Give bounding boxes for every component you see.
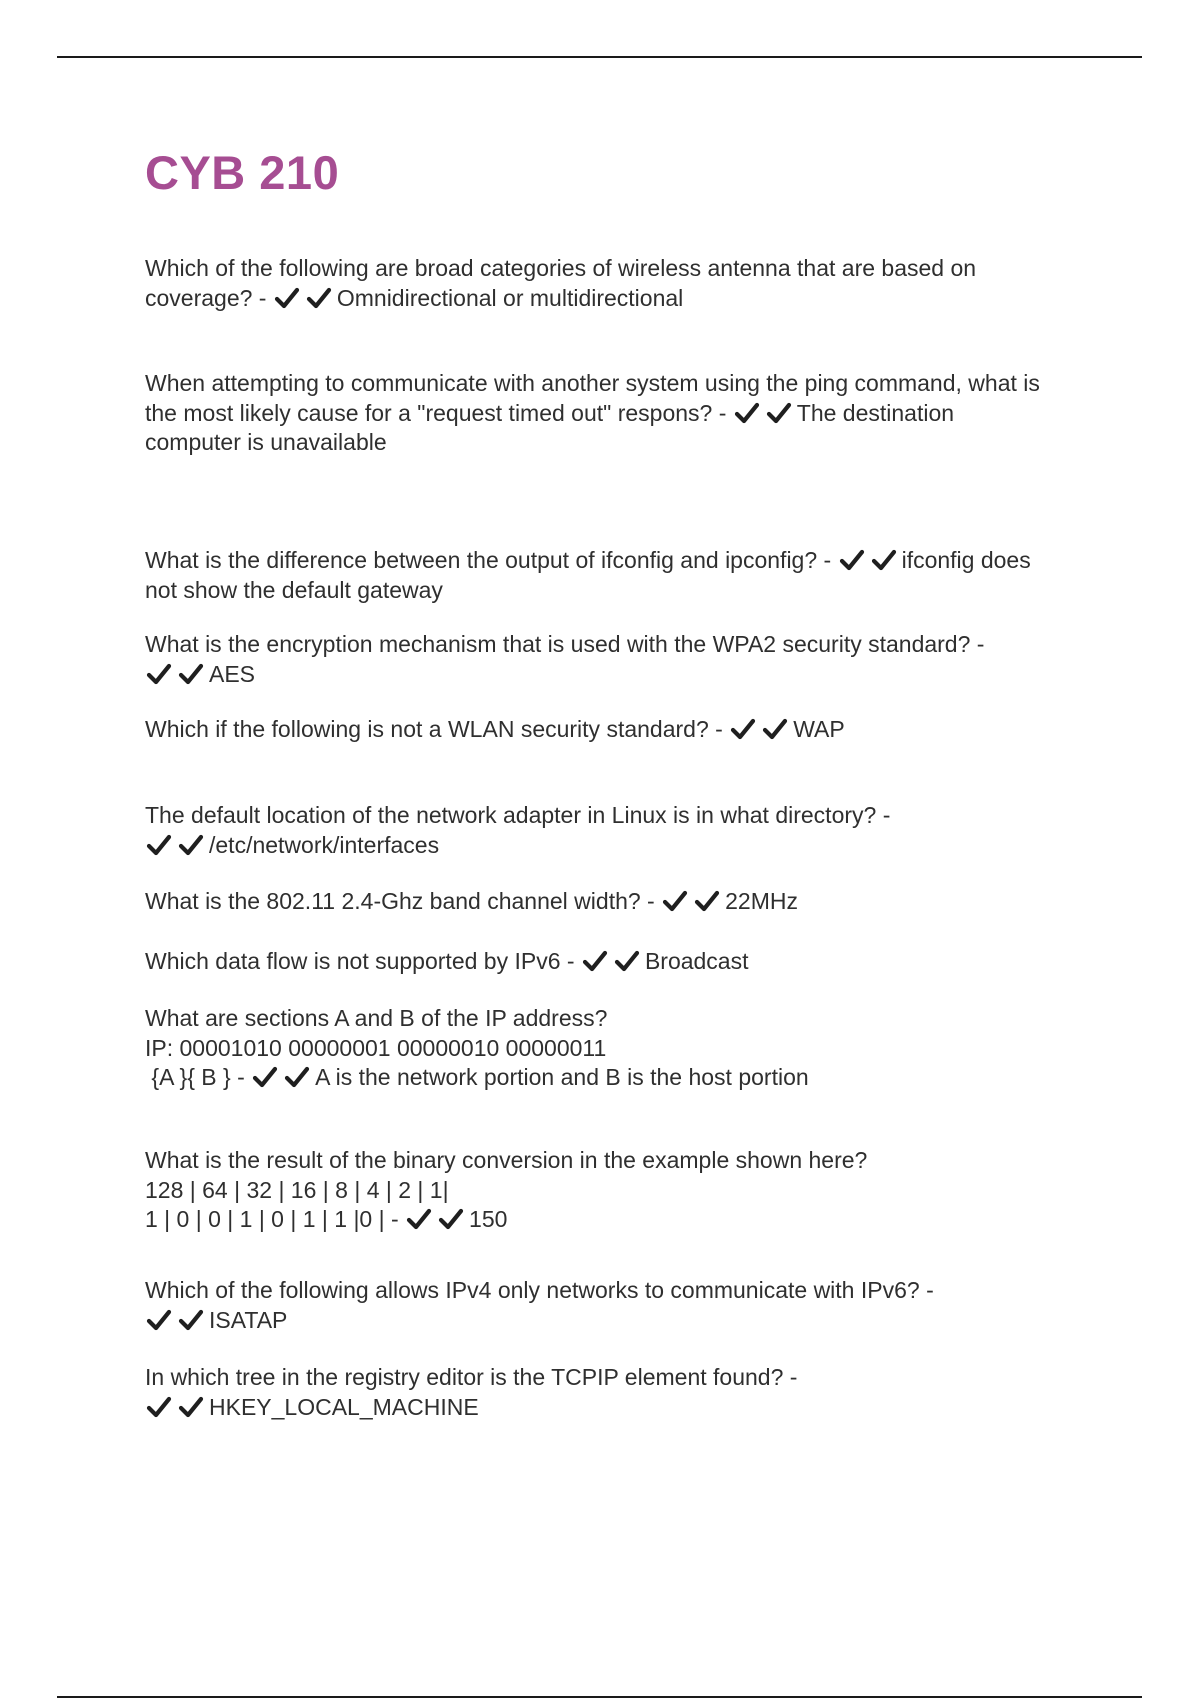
question-text: Which if the following is not a WLAN security standard? -: [145, 716, 730, 742]
answer-line: [145, 546, 1095, 576]
answer-text: ISATAP: [209, 1306, 288, 1333]
answer-text: 22MHz: [725, 888, 798, 914]
question-line: The default location of the network adapter in Linux is in what directory? -: [145, 802, 891, 828]
document-title: CYB 210: [145, 146, 340, 199]
question-text: {A }{ B } -: [145, 1064, 252, 1090]
qa-item: [145, 546, 1095, 605]
answer-text: Omnidirectional or multidirectional: [336, 284, 684, 311]
check-icon: [146, 1308, 172, 1332]
answer-text: The destination: [796, 399, 955, 426]
answer-line: [145, 1205, 1095, 1235]
answer-line: [145, 715, 1095, 745]
question-line: Which of the following allows IPv4 only networks to communicate with IPv6? -: [145, 1277, 934, 1303]
question-text: 1 | 0 | 0 | 1 | 0 | 1 | 1 |0 | -: [145, 1206, 406, 1232]
question-line: In which tree in the registry editor is the TCPIP element found? -: [145, 1364, 798, 1390]
qa-item: [145, 947, 1095, 977]
answer-line: [145, 947, 1095, 977]
check-icon: [406, 1207, 432, 1231]
answer-continuation: not show the default gateway: [145, 576, 443, 603]
top-rule: [57, 56, 1142, 58]
check-icon: [146, 1395, 172, 1419]
qa-item: [145, 1004, 1095, 1093]
question-line: What is the result of the binary conversion in the example shown here?: [145, 1147, 868, 1173]
qa-item: [145, 715, 1095, 745]
answer-text: 150: [469, 1206, 508, 1232]
check-icon: [438, 1207, 464, 1231]
question-text: What is the 802.11 2.4-Ghz band channel width? -: [145, 888, 662, 914]
answer-text: Broadcast: [644, 948, 749, 974]
check-icon: [284, 1065, 310, 1089]
answer-text: WAP: [793, 716, 845, 742]
check-icon: [178, 833, 204, 857]
check-icon: [871, 548, 897, 572]
check-icon: [146, 833, 172, 857]
check-icon: [766, 401, 792, 425]
check-icon: [762, 717, 788, 741]
answer-line: [145, 1063, 1095, 1093]
qa-item: [145, 630, 1095, 689]
check-icon: [730, 717, 756, 741]
question-line: What are sections A and B of the IP address?: [145, 1005, 608, 1031]
answer-line: [145, 660, 1095, 690]
check-icon: [274, 286, 300, 310]
check-icon: [839, 548, 865, 572]
answer-line: [145, 831, 1095, 861]
qa-item: [145, 1146, 1095, 1235]
answer-text: HKEY_LOCAL_MACHINE: [209, 1393, 479, 1420]
check-icon: [178, 1395, 204, 1419]
question-text: Which data flow is not supported by IPv6 -: [145, 948, 581, 974]
check-icon: [734, 401, 760, 425]
question-line: Which of the following are broad categories of wireless antenna that are based on: [145, 255, 977, 281]
answer-text: A is the network portion and B is the host portion: [315, 1064, 809, 1090]
answer-line: [145, 399, 1095, 429]
answer-line: [145, 1306, 1095, 1336]
question-text: coverage? -: [145, 284, 273, 311]
answer-text: /etc/network/interfaces: [209, 831, 440, 858]
qa-item: [145, 1363, 1095, 1422]
qa-item: [145, 254, 1095, 313]
check-icon: [582, 949, 608, 973]
question-line: IP: 00001010 00000001 00000010 00000011: [145, 1034, 607, 1061]
answer-line: [145, 1393, 1095, 1423]
qa-item: [145, 887, 1095, 917]
answer-line: [145, 887, 1095, 917]
check-icon: [252, 1065, 278, 1089]
qa-item: [145, 1276, 1095, 1335]
qa-item: [145, 369, 1095, 458]
check-icon: [694, 889, 720, 913]
check-icon: [306, 286, 332, 310]
check-icon: [178, 662, 204, 686]
answer-text: AES: [209, 660, 256, 687]
answer-line: [145, 284, 1095, 314]
check-icon: [178, 1308, 204, 1332]
question-line: What is the encryption mechanism that is used with the WPA2 security standard? -: [145, 631, 985, 657]
answer-continuation: computer is unavailable: [145, 429, 387, 455]
check-icon: [614, 949, 640, 973]
question-text: What is the difference between the output of ifconfig and ipconfig? -: [145, 547, 838, 573]
question-text: the most likely cause for a "request timed out" respons? -: [145, 399, 733, 426]
question-line: When attempting to communicate with another system using the ping command, what is: [145, 370, 1040, 396]
bottom-rule: [57, 1696, 1142, 1698]
answer-text: ifconfig does: [901, 547, 1031, 573]
qa-item: [145, 801, 1095, 860]
check-icon: [146, 662, 172, 686]
check-icon: [662, 889, 688, 913]
question-line: 128 | 64 | 32 | 16 | 8 | 4 | 2 | 1|: [145, 1176, 449, 1203]
